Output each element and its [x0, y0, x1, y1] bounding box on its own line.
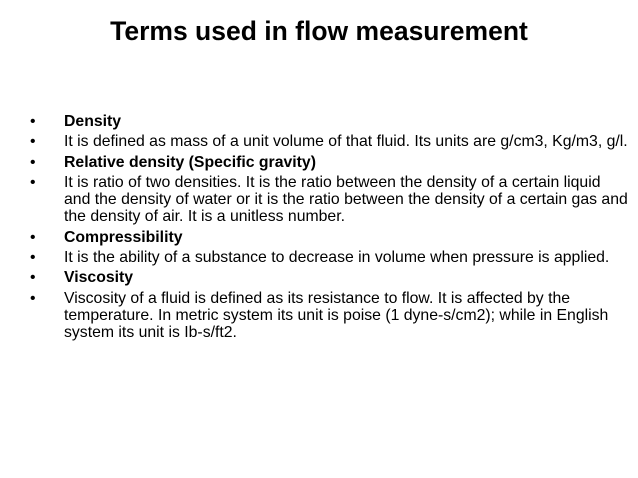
bullet-item-viscosity: [30, 269, 630, 286]
bullet-item-density-definition: [30, 133, 630, 150]
bullet-icon: •: [30, 173, 36, 191]
term-heading: Density: [64, 113, 122, 130]
bullet-icon: •: [30, 269, 36, 287]
term-definition: It is ratio of two densities. It is the ratio between the density of a certain liquid and the density of water or it is the ratio between the density of a certain gas and the density of air. It is a unitless number.: [64, 173, 628, 226]
term-heading: Viscosity: [64, 269, 134, 287]
bullet-icon: •: [30, 289, 36, 307]
bullet-item-viscosity-definition: [30, 290, 630, 342]
bullet-item-density: [30, 113, 630, 130]
bullet-icon: •: [30, 249, 36, 267]
term-heading: Relative density (Specific gravity): [64, 153, 316, 171]
bullet-item-compressibility: [30, 229, 630, 246]
bullet-item-relative-density-definition: [30, 174, 630, 226]
term-definition: It is the ability of a substance to decrease in volume when pressure is applied.: [64, 249, 610, 267]
bullet-icon: •: [30, 133, 36, 151]
term-heading: Compressibility: [64, 228, 183, 246]
bullet-item-relative-density: [30, 154, 630, 171]
term-definition: Viscosity of a fluid is defined as its resistance to flow. It is affected by the temperature. In metric system its unit is poise (1 dyne-s/cm2); while in English system its unit is Ib-s/ft2.: [64, 289, 609, 342]
slide-title: Terms used in flow measurement: [110, 16, 528, 46]
bullet-item-compressibility-definition: [30, 249, 630, 266]
term-definition: It is defined as mass of a unit volume of that fluid. Its units are g/cm3, Kg/m3, g/l.: [64, 133, 628, 151]
bullet-list: [30, 113, 630, 345]
bullet-icon: •: [30, 228, 36, 246]
bullet-icon: •: [30, 153, 36, 171]
bullet-icon: •: [30, 113, 36, 130]
